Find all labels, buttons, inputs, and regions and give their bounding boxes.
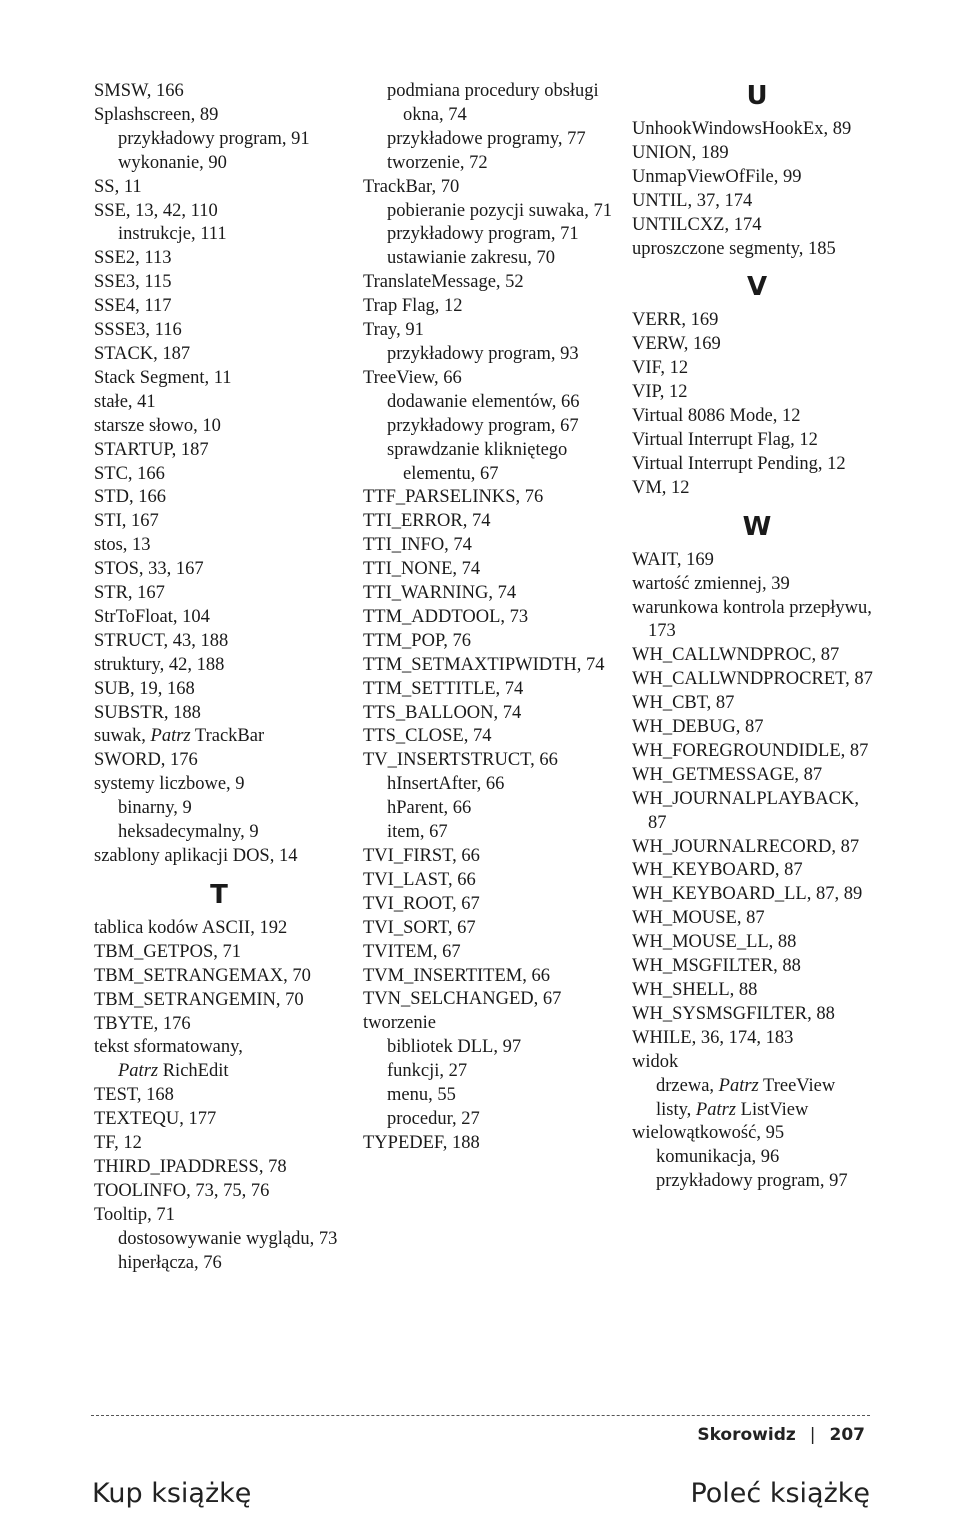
- entry-text: STRUCT, 43, 188: [94, 630, 229, 651]
- entry-text: SUB, 19, 168: [94, 678, 195, 699]
- entry-text: WH_MOUSE, 87: [632, 908, 765, 929]
- see-reference-label: Patrz: [695, 1099, 737, 1120]
- index-subentry: [363, 343, 613, 367]
- index-entry: [363, 1132, 613, 1156]
- index-entry: [632, 214, 882, 238]
- entry-text: tworzenie, 72: [387, 152, 488, 173]
- index-entry: [94, 606, 344, 630]
- index-entry: [632, 190, 882, 214]
- index-entry: [363, 869, 613, 893]
- index-entry: [632, 166, 882, 190]
- entry-text: TYPEDEF, 188: [363, 1132, 480, 1153]
- entry-text: TTS_BALLOON, 74: [363, 702, 522, 723]
- index-entry: [363, 965, 613, 989]
- index-entry: [94, 965, 344, 989]
- entry-text: wartość zmiennej, 39: [632, 573, 790, 594]
- index-entry: [363, 988, 613, 1012]
- index-entry: [632, 644, 882, 668]
- index-entry: [632, 716, 882, 740]
- index-subentry: [363, 821, 613, 845]
- section-letter-heading: W: [742, 511, 772, 542]
- entry-text: WH_KEYBOARD_LL, 87, 89: [632, 884, 863, 905]
- entry-text: TTI_INFO, 74: [363, 535, 472, 556]
- index-entry: [632, 477, 882, 501]
- entry-text: przykładowy program, 71: [387, 224, 579, 245]
- entry-text: TTI_WARNING, 74: [363, 583, 517, 604]
- index-entry: [632, 573, 882, 597]
- index-subentry: [94, 797, 344, 821]
- entry-text: STARTUP, 187: [94, 439, 209, 460]
- entry-text: hiperłącza, 76: [118, 1252, 222, 1273]
- entry-text: WH_JOURNALPLAYBACK, 87: [632, 788, 859, 833]
- index-entry: [94, 1132, 344, 1156]
- index-subentry: [363, 439, 613, 487]
- entry-text: suwak,: [94, 726, 151, 747]
- index-entry: [632, 740, 882, 764]
- index-entry: [363, 271, 613, 295]
- index-entry: [94, 247, 344, 271]
- index-entry: [94, 941, 344, 965]
- index-entry: [632, 453, 882, 477]
- index-entry: [94, 845, 344, 869]
- buy-book-link[interactable]: Kup książkę: [92, 1478, 252, 1509]
- entry-text: WH_FOREGROUNDIDLE, 87: [632, 740, 869, 761]
- entry-text: Tooltip, 71: [94, 1204, 175, 1225]
- index-entry: [632, 118, 882, 142]
- entry-text: WH_CBT, 87: [632, 693, 735, 714]
- entry-text: wielowątkowość, 95: [632, 1123, 785, 1144]
- see-reference-target: TrackBar: [190, 726, 265, 747]
- index-entry: [94, 367, 344, 391]
- entry-text: TTI_NONE, 74: [363, 559, 481, 580]
- entry-text: Virtual Interrupt Pending, 12: [632, 453, 846, 474]
- entry-text: instrukcje, 111: [118, 224, 227, 245]
- entry-text: TTM_ADDTOOL, 73: [363, 606, 529, 627]
- index-entry: [632, 668, 882, 692]
- entry-text: WAIT, 169: [632, 549, 714, 570]
- entry-text: funkcji, 27: [387, 1061, 468, 1082]
- entry-text: TTI_ERROR, 74: [363, 511, 491, 532]
- see-reference-label: Patrz: [718, 1075, 759, 1096]
- index-entry: [94, 295, 344, 319]
- index-entry: [94, 1108, 344, 1132]
- entry-text: Tray, 91: [363, 320, 424, 341]
- index-entry: [632, 788, 882, 836]
- index-entry: [94, 486, 344, 510]
- entry-text: WH_MOUSE_LL, 88: [632, 932, 797, 953]
- entry-text: item, 67: [387, 822, 448, 843]
- entry-text: tworzenie: [363, 1013, 436, 1034]
- entry-text: TBM_SETRANGEMIN, 70: [94, 989, 304, 1010]
- entry-text: widok: [632, 1051, 679, 1072]
- index-entry: [363, 295, 613, 319]
- index-entry: [363, 176, 613, 200]
- entry-text: heksadecymalny, 9: [118, 822, 259, 843]
- entry-text: STC, 166: [94, 463, 165, 484]
- index-entry: [363, 606, 613, 630]
- entry-text: WH_CALLWNDPROCRET, 87: [632, 669, 873, 690]
- index-entry: [632, 309, 882, 333]
- index-entry: [94, 176, 344, 200]
- entry-text: stałe, 41: [94, 391, 156, 412]
- index-entry: [94, 510, 344, 534]
- index-entry: [363, 917, 613, 941]
- entry-text: struktury, 42, 188: [94, 654, 225, 675]
- footer-divider: [91, 1415, 870, 1416]
- index-entry: [94, 343, 344, 367]
- entry-text: STD, 166: [94, 487, 166, 508]
- index-entry: [94, 989, 344, 1013]
- index-entry: [632, 381, 882, 405]
- index-entry: [94, 654, 344, 678]
- entry-text: WHILE, 36, 174, 183: [632, 1027, 794, 1048]
- entry-text: starsze słowo, 10: [94, 415, 221, 436]
- entry-text: VERW, 169: [632, 334, 721, 355]
- entry-text: uproszczone segmenty, 185: [632, 238, 836, 259]
- entry-text: SSE, 13, 42, 110: [94, 200, 218, 221]
- index-entry: [363, 630, 613, 654]
- index-entry: [632, 1122, 882, 1146]
- entry-text: przykładowy program, 91: [118, 128, 310, 149]
- index-subentry: [363, 80, 613, 128]
- index-entry: [363, 702, 613, 726]
- index-subentry: [632, 1099, 882, 1123]
- entry-text: UnmapViewOfFile, 99: [632, 166, 802, 187]
- entry-text: TVITEM, 67: [363, 941, 461, 962]
- index-entry: [632, 931, 882, 955]
- entry-text: komunikacja, 96: [656, 1147, 780, 1168]
- index-entry: [632, 979, 882, 1003]
- index-entry: [632, 692, 882, 716]
- footer-separator: |: [809, 1425, 816, 1445]
- entry-text: szablony aplikacji DOS, 14: [94, 846, 298, 866]
- entry-text: THIRD_IPADDRESS, 78: [94, 1156, 287, 1177]
- entry-text: UNTIL, 37, 174: [632, 190, 753, 211]
- index-entry: [363, 367, 613, 391]
- entry-text: SWORD, 176: [94, 750, 198, 771]
- index-subentry: [632, 1075, 882, 1099]
- entry-text: TBM_SETRANGEMAX, 70: [94, 965, 311, 986]
- entry-text: przykładowy program, 93: [387, 343, 579, 364]
- index-entry: [363, 725, 613, 749]
- entry-text: VERR, 169: [632, 310, 719, 331]
- entry-text: StrToFloat, 104: [94, 606, 210, 627]
- index-entry: [94, 702, 344, 726]
- index-subentry: [363, 152, 613, 176]
- index-entry: [94, 271, 344, 295]
- index-entry: [94, 104, 344, 128]
- index-entry: [632, 859, 882, 883]
- index-entry: [94, 1036, 344, 1060]
- index-subentry: [94, 1252, 344, 1276]
- entry-text: TVI_SORT, 67: [363, 917, 476, 938]
- index-column-3: [632, 80, 882, 1194]
- index-entry: [363, 941, 613, 965]
- entry-text: TVI_ROOT, 67: [363, 893, 480, 914]
- index-subentry: [94, 821, 344, 845]
- index-entry: [94, 415, 344, 439]
- index-entry: [632, 1003, 882, 1027]
- index-entry: [632, 907, 882, 931]
- entry-text: SSSE3, 116: [94, 320, 182, 341]
- entry-text: UNION, 189: [632, 142, 729, 163]
- entry-text: SS, 11: [94, 176, 142, 197]
- entry-text: TreeView, 66: [363, 367, 462, 388]
- entry-text: TF, 12: [94, 1133, 142, 1154]
- index-subentry: [632, 1170, 882, 1194]
- index-entry: [94, 391, 344, 415]
- index-entry: [94, 917, 344, 941]
- entry-text: TBYTE, 176: [94, 1013, 191, 1034]
- entry-text: procedur, 27: [387, 1108, 480, 1129]
- index-entry: [94, 439, 344, 463]
- index-entry: [632, 1027, 882, 1051]
- entry-text: TOOLINFO, 73, 75, 76: [94, 1180, 270, 1201]
- see-reference-label: Patrz: [118, 1061, 159, 1082]
- index-entry: [632, 405, 882, 429]
- index-entry: [632, 955, 882, 979]
- entry-text: VIF, 12: [632, 358, 689, 379]
- index-subentry: [363, 391, 613, 415]
- index-entry: [632, 883, 882, 907]
- footer-section-title: Skorowidz: [697, 1425, 796, 1445]
- index-entry: [94, 1084, 344, 1108]
- entry-text: SSE4, 117: [94, 296, 172, 317]
- see-reference-target: ListView: [736, 1099, 809, 1120]
- section-letter-heading: V: [746, 272, 768, 303]
- entry-text: TEST, 168: [94, 1085, 174, 1106]
- index-entry: [94, 1156, 344, 1180]
- index-entry: [363, 749, 613, 773]
- see-reference-target: TreeView: [758, 1075, 836, 1096]
- index-entry: [363, 486, 613, 510]
- index-entry: [94, 630, 344, 654]
- index-entry: [94, 1060, 344, 1084]
- entry-text: Stack Segment, 11: [94, 367, 232, 388]
- index-entry: [363, 582, 613, 606]
- entry-text: WH_JOURNALRECORD, 87: [632, 836, 860, 857]
- index-subentry: [363, 1060, 613, 1084]
- entry-text: listy,: [656, 1099, 696, 1120]
- entry-text: hParent, 66: [387, 798, 472, 819]
- entry-text: TTM_SETTITLE, 74: [363, 678, 524, 699]
- index-subentry: [94, 1228, 344, 1252]
- entry-text: WH_DEBUG, 87: [632, 717, 764, 738]
- entry-text: STI, 167: [94, 511, 159, 532]
- entry-text: stos, 13: [94, 535, 151, 556]
- index-entry: [632, 597, 882, 645]
- index-entry: [94, 773, 344, 797]
- index-entry: [94, 1013, 344, 1037]
- entry-text: pobieranie pozycji suwaka, 71: [387, 200, 613, 221]
- entry-text: Virtual 8086 Mode, 12: [632, 406, 801, 427]
- index-entry: [632, 1051, 882, 1075]
- index-subentry: [363, 128, 613, 152]
- entry-text: TTM_SETMAXTIPWIDTH, 74: [363, 654, 605, 675]
- index-entry: [363, 558, 613, 582]
- entry-text: UNTILCXZ, 174: [632, 214, 762, 235]
- entry-text: przykładowe programy, 77: [387, 128, 586, 149]
- index-subentry: [363, 797, 613, 821]
- index-entry: [632, 549, 882, 573]
- index-entry: [94, 534, 344, 558]
- entry-text: wykonanie, 90: [118, 152, 227, 173]
- entry-text: Virtual Interrupt Flag, 12: [632, 429, 818, 450]
- index-subentry: [363, 773, 613, 797]
- index-subentry: [363, 200, 613, 224]
- index-subentry: [94, 128, 344, 152]
- entry-text: WH_SHELL, 88: [632, 980, 758, 1000]
- index-subentry: [632, 1146, 882, 1170]
- entry-text: SMSW, 166: [94, 81, 184, 101]
- entry-text: TTM_POP, 76: [363, 630, 471, 651]
- index-entry: [363, 534, 613, 558]
- index-entry: [632, 764, 882, 788]
- index-entry: [363, 510, 613, 534]
- entry-text: Trap Flag, 12: [363, 296, 463, 317]
- entry-text: TVI_LAST, 66: [363, 869, 476, 890]
- entry-text: VM, 12: [632, 477, 690, 498]
- section-letter-heading: U: [746, 81, 768, 111]
- entry-text: podmiana procedury obsługi okna, 74: [387, 81, 599, 125]
- entry-text: TranslateMessage, 52: [363, 272, 524, 293]
- entry-text: WH_GETMESSAGE, 87: [632, 764, 823, 785]
- index-column-2: [363, 80, 613, 1156]
- recommend-book-link[interactable]: Poleć książkę: [690, 1478, 870, 1509]
- index-entry: [363, 893, 613, 917]
- entry-text: TVM_INSERTITEM, 66: [363, 965, 550, 986]
- index-entry: [363, 845, 613, 869]
- entry-text: VIP, 12: [632, 382, 688, 403]
- index-entry: [632, 836, 882, 860]
- index-entry: [632, 333, 882, 357]
- entry-text: TV_INSERTSTRUCT, 66: [363, 750, 558, 771]
- entry-text: WH_MSGFILTER, 88: [632, 956, 801, 977]
- entry-text: dostosowywanie wyglądu, 73: [118, 1228, 338, 1249]
- index-entry: [632, 357, 882, 381]
- entry-text: STOS, 33, 167: [94, 559, 204, 580]
- index-entry: [363, 319, 613, 343]
- index-entry: [94, 678, 344, 702]
- entry-text: TVN_SELCHANGED, 67: [363, 989, 562, 1010]
- index-entry: [363, 654, 613, 678]
- entry-text: UnhookWindowsHookEx, 89: [632, 119, 852, 139]
- index-subentry: [363, 223, 613, 247]
- index-entry: [94, 582, 344, 606]
- index-subentry: [94, 152, 344, 176]
- index-entry: [94, 749, 344, 773]
- entry-text: TVI_FIRST, 66: [363, 846, 480, 866]
- entry-text: TrackBar, 70: [363, 176, 460, 197]
- entry-text: WH_KEYBOARD, 87: [632, 860, 803, 881]
- entry-text: ustawianie zakresu, 70: [387, 248, 555, 269]
- index-entry: [94, 463, 344, 487]
- entry-text: WH_CALLWNDPROC, 87: [632, 645, 840, 666]
- index-entry: [94, 1180, 344, 1204]
- entry-text: SUBSTR, 188: [94, 702, 201, 723]
- entry-text: hInsertAfter, 66: [387, 774, 505, 795]
- index-subentry: [363, 1084, 613, 1108]
- entry-text: przykładowy program, 97: [656, 1171, 848, 1192]
- index-entry: [363, 678, 613, 702]
- index-subentry: [363, 1108, 613, 1132]
- index-subentry: [363, 1036, 613, 1060]
- index-entry: [632, 429, 882, 453]
- entry-text: Splashscreen, 89: [94, 104, 219, 125]
- entry-text: TBM_GETPOS, 71: [94, 941, 241, 962]
- index-entry: [632, 238, 882, 262]
- entry-text: dodawanie elementów, 66: [387, 391, 580, 412]
- index-column-1: [94, 80, 344, 1276]
- entry-text: sprawdzanie klikniętego elementu, 67: [387, 439, 568, 484]
- entry-text: systemy liczbowe, 9: [94, 774, 245, 795]
- section-letter-heading: T: [210, 879, 228, 910]
- page-number: 207: [829, 1425, 865, 1445]
- entry-text: binarny, 9: [118, 798, 192, 819]
- entry-text: SSE2, 113: [94, 248, 172, 269]
- entry-text: tablica kodów ASCII, 192: [94, 917, 288, 938]
- index-entry: [94, 319, 344, 343]
- index-entry: [94, 200, 344, 224]
- index-subentry: [363, 415, 613, 439]
- index-entry: [632, 142, 882, 166]
- index-entry: [94, 558, 344, 582]
- entry-text: przykładowy program, 67: [387, 415, 579, 436]
- see-reference-label: Patrz: [150, 726, 191, 747]
- entry-text: TEXTEQU, 177: [94, 1109, 217, 1130]
- see-reference-target: RichEdit: [158, 1061, 229, 1082]
- index-entry: [363, 1012, 613, 1036]
- index-entry: [94, 80, 344, 104]
- entry-text: STACK, 187: [94, 343, 191, 364]
- index-entry: [94, 725, 344, 749]
- entry-text: menu, 55: [387, 1085, 456, 1106]
- entry-text: drzewa,: [656, 1075, 719, 1096]
- index-entry: [94, 1204, 344, 1228]
- entry-text: warunkowa kontrola przepływu, 173: [632, 597, 872, 642]
- entry-text: TTF_PARSELINKS, 76: [363, 487, 544, 508]
- index-subentry: [94, 223, 344, 247]
- entry-text: TTS_CLOSE, 74: [363, 726, 492, 747]
- running-footer: [697, 1425, 865, 1445]
- entry-text: WH_SYSMSGFILTER, 88: [632, 1003, 835, 1024]
- index-subentry: [363, 247, 613, 271]
- entry-text: bibliotek DLL, 97: [387, 1037, 522, 1058]
- entry-text: SSE3, 115: [94, 272, 172, 293]
- entry-text: STR, 167: [94, 583, 165, 604]
- entry-text: tekst sformatowany,: [94, 1037, 243, 1058]
